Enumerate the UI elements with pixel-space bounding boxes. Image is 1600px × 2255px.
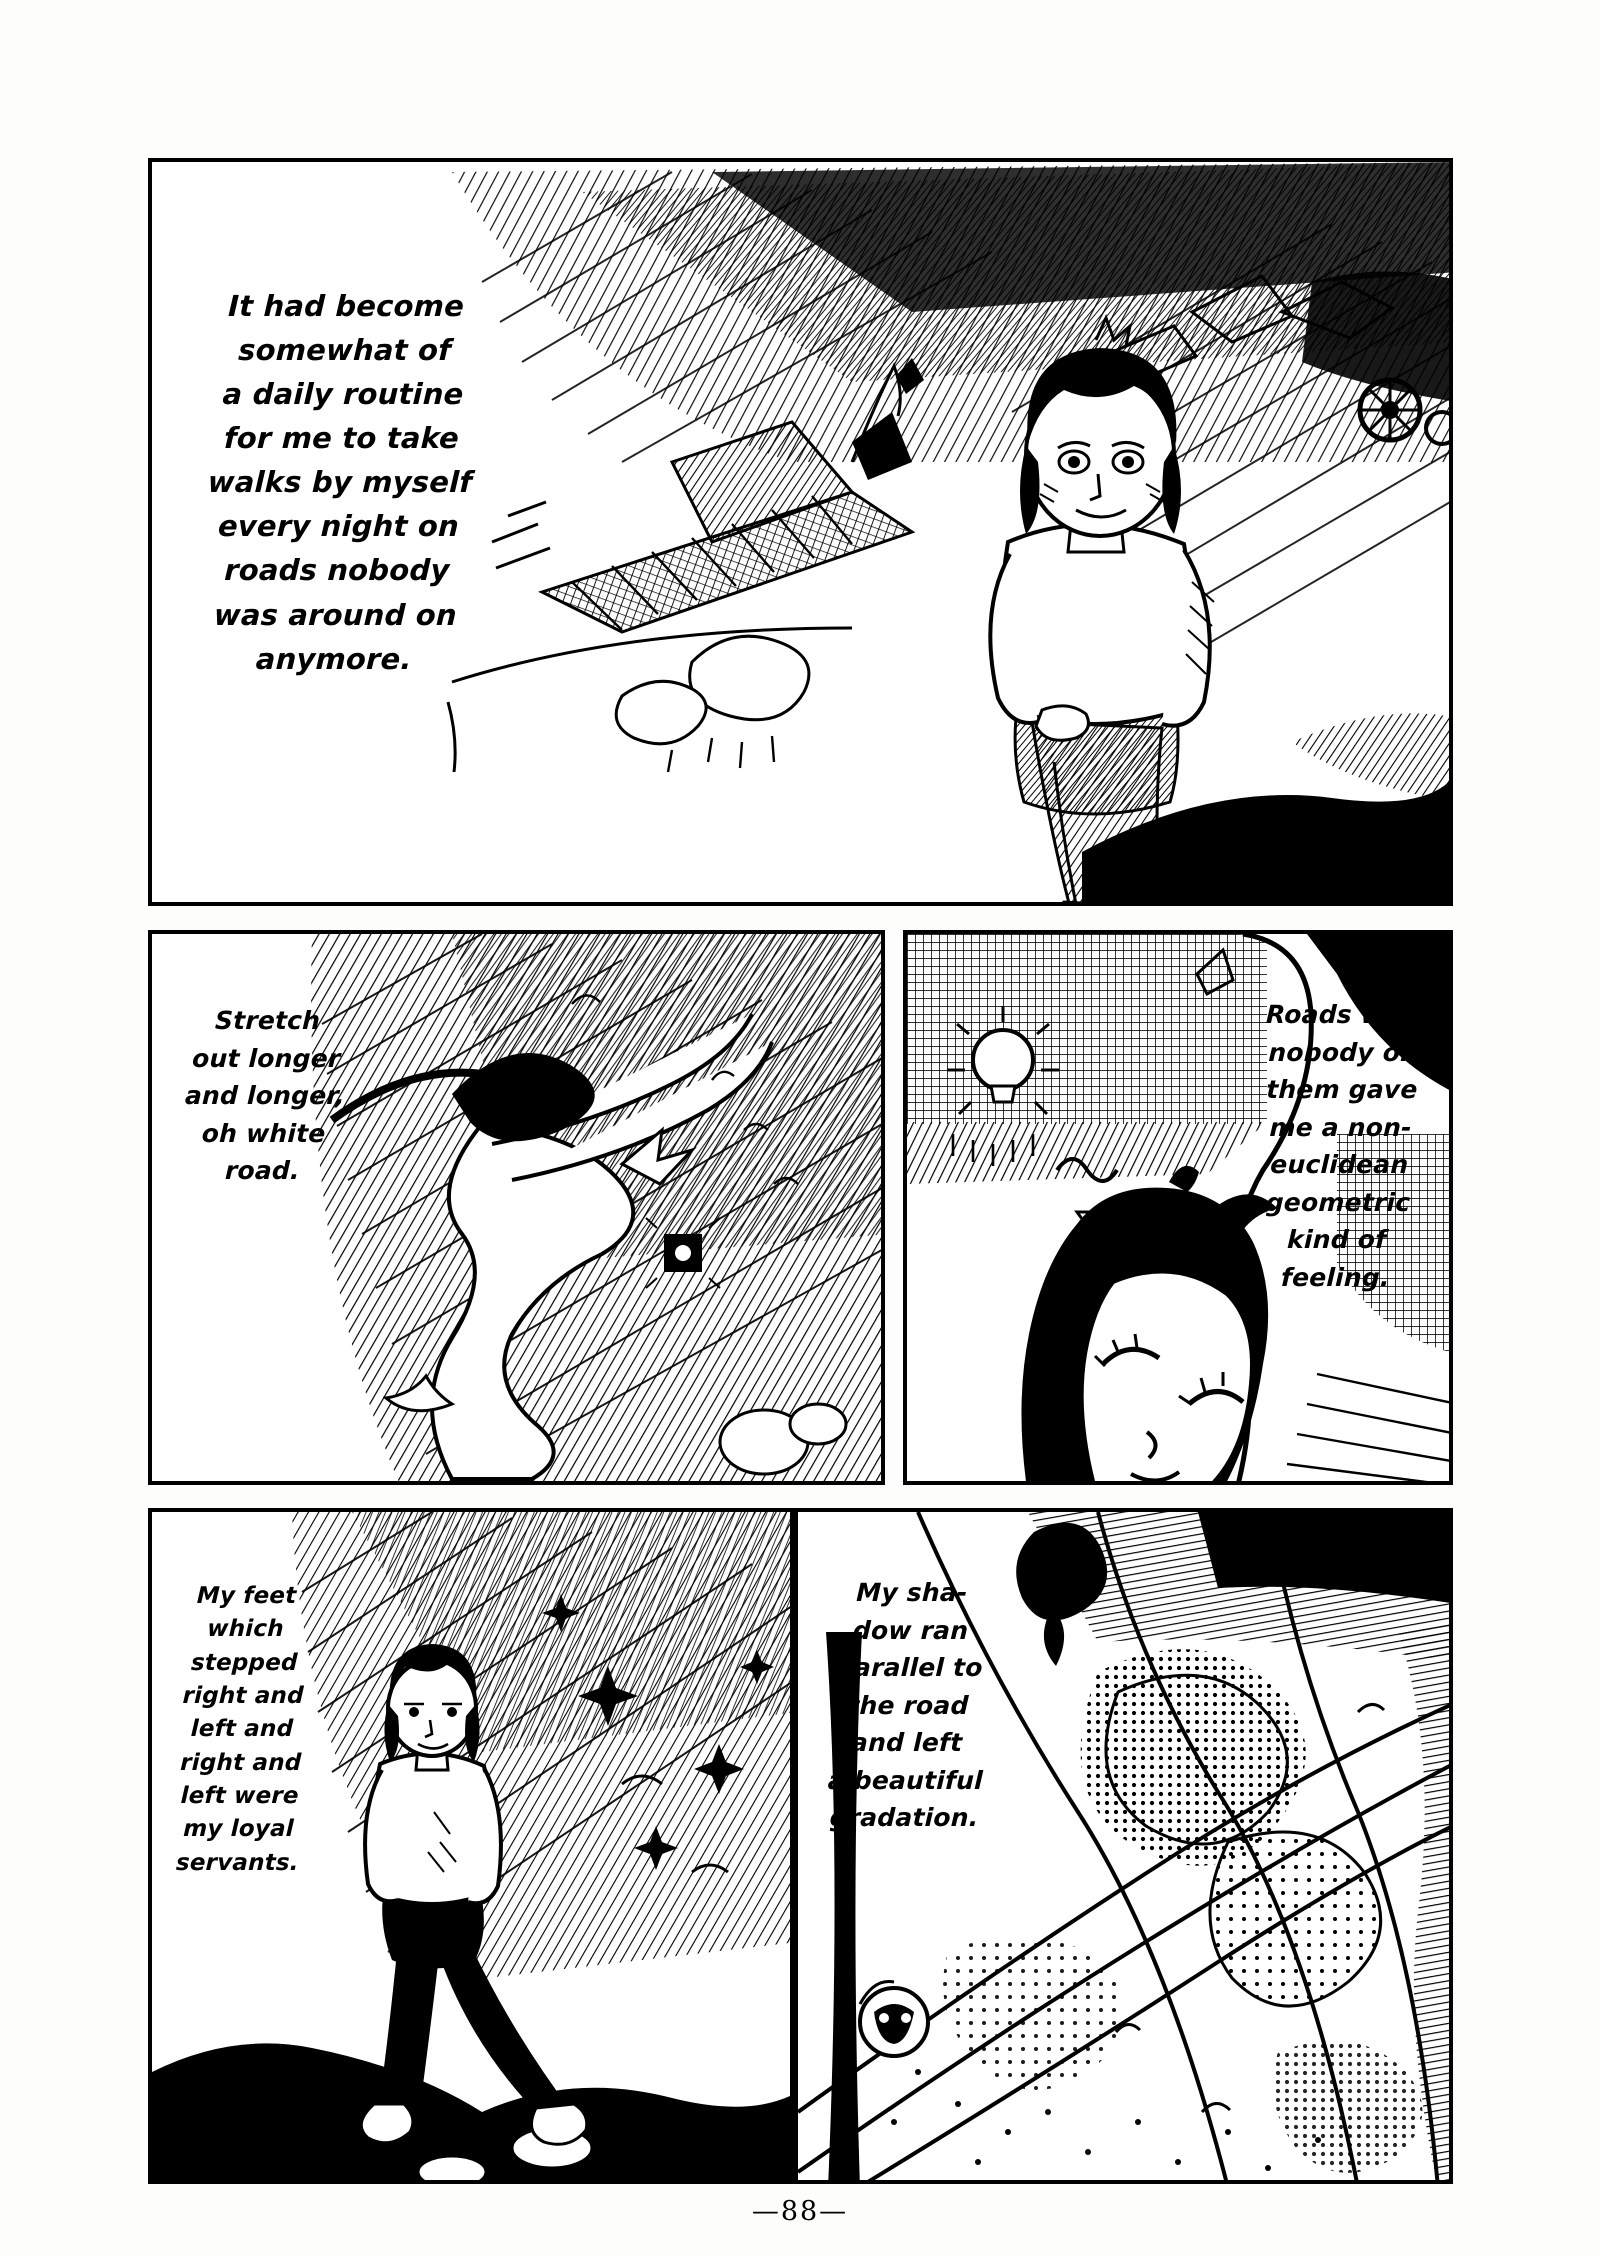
panel-2-caption: Stretch out longer and longer, oh white road. xyxy=(184,1006,346,1185)
panel-3-caption: Roads with nobody on them gave me a non- euclidean geometric kind of feeling. xyxy=(1265,1000,1424,1292)
page-number: —88— xyxy=(751,2196,849,2227)
comic-panel-5 xyxy=(794,1508,1453,2184)
comic-panel-2 xyxy=(148,930,885,1485)
comic-panel-1 xyxy=(148,158,1453,906)
panel-5-caption: My sha- dow ran parallel to the road and left a beautiful gradation. xyxy=(827,1578,984,1832)
panel-1-caption: It had become somewhat of a daily routine for me to take walks by myself every night on roads nobody was around on anymore. xyxy=(207,289,473,676)
comic-panel-4 xyxy=(148,1508,794,2184)
comic-panel-3 xyxy=(903,930,1453,1485)
panel-4-caption: My feet which stepped right and left and right and left were my loyal servants. xyxy=(175,1583,305,1876)
